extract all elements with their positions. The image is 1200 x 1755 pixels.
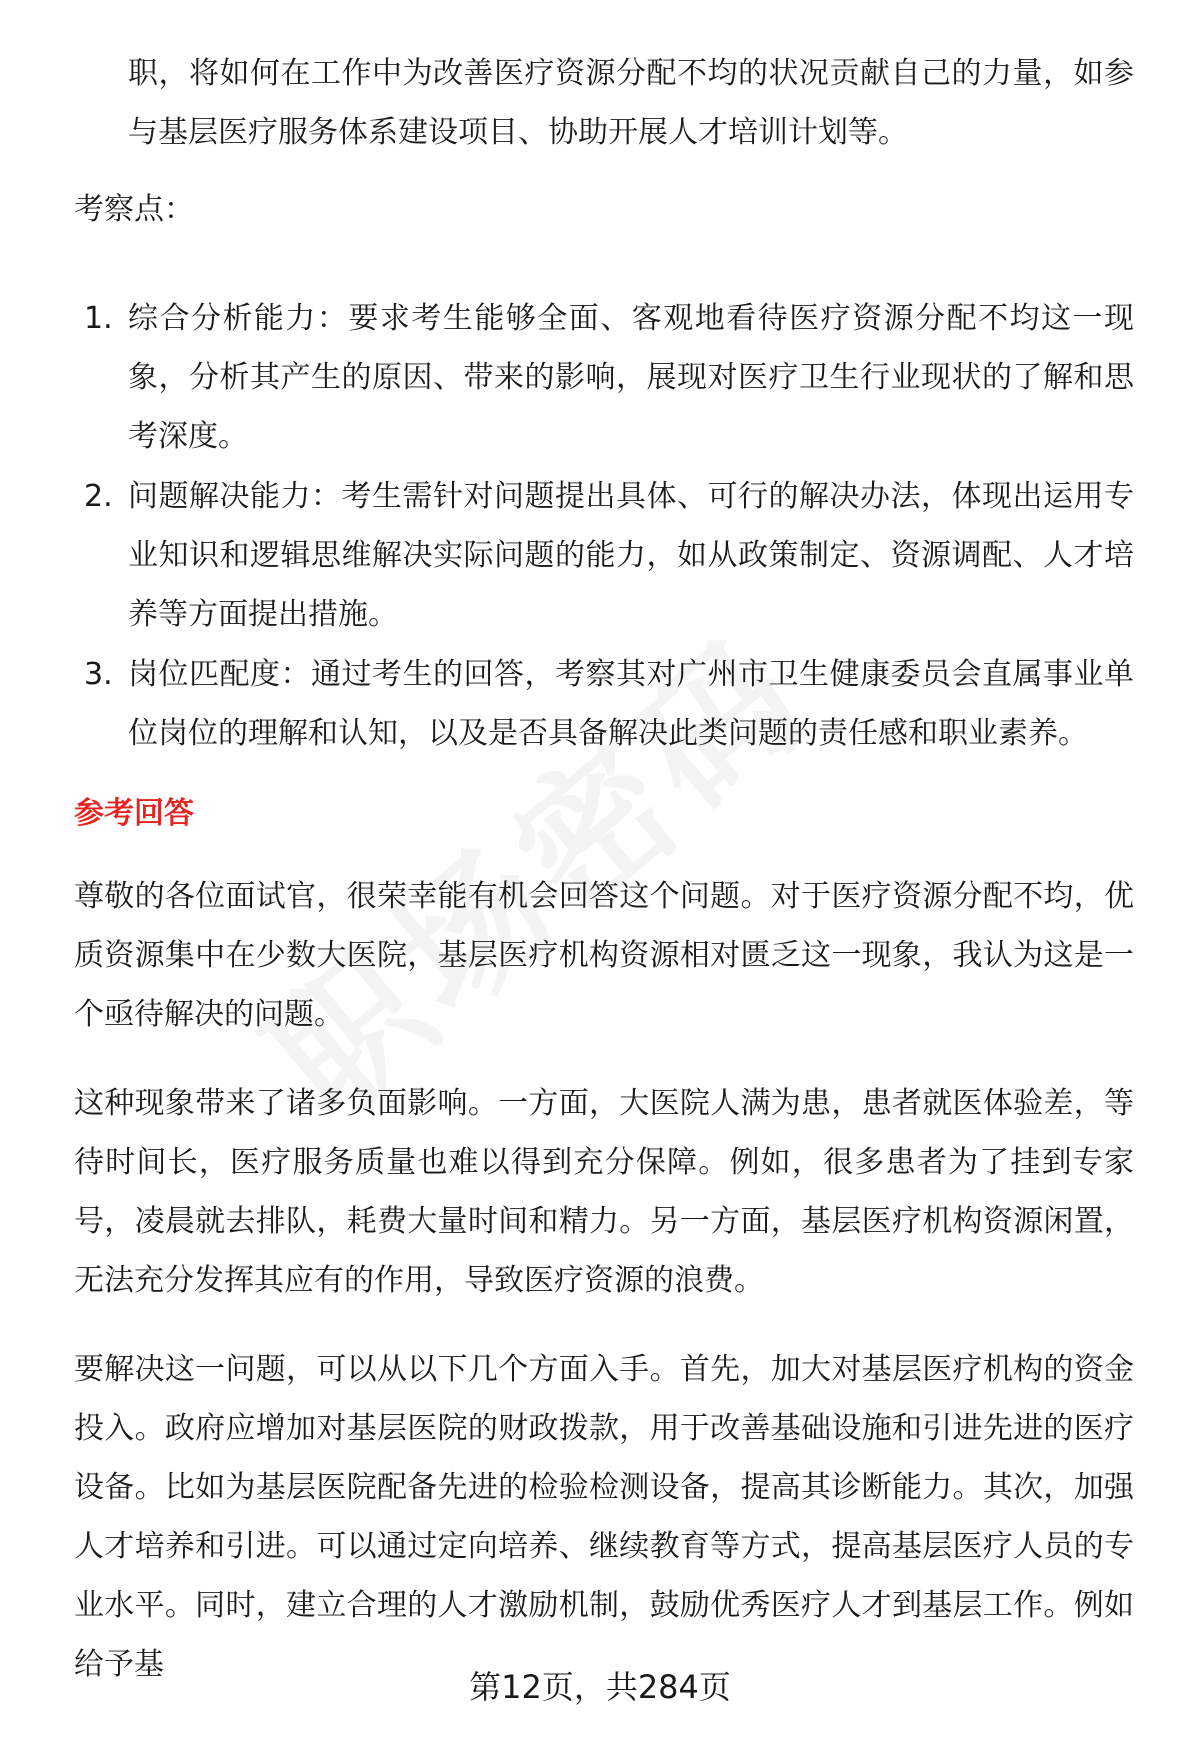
list-text: 综合分析能力：要求考生能够全面、客观地看待医疗资源分配不均这一现象，分析其产生的原因、带来的影响，展现对医疗卫生行业现状的了解和思考深度。 <box>128 301 1134 454</box>
list-number: 2. <box>84 479 113 514</box>
list-text: 岗位匹配度：通过考生的回答，考察其对广州市卫生健康委员会直属事业单位岗位的理解和认知，以及是否具备解决此类问题的责任感和职业素养。 <box>128 657 1134 751</box>
list-text: 问题解决能力：考生需针对问题提出具体、可行的解决办法，体现出运用专业知识和逻辑思维解决实际问题的能力，如从政策制定、资源调配、人才培养等方面提出措施。 <box>128 479 1134 632</box>
list-number: 3. <box>84 657 113 692</box>
assessment-label: 考察点： <box>74 192 194 227</box>
answer-paragraph-1: 尊敬的各位面试官，很荣幸能有机会回答这个问题。对于医疗资源分配不均，优质资源集中在少数大医院，基层医疗机构资源相对匮乏这一现象，我认为这是一个亟待解决的问题。 <box>74 879 1134 1032</box>
reference-answer-title: 参考回答 <box>74 796 194 831</box>
list-number: 1. <box>84 301 113 336</box>
page-number-footer: 第12页，共284页 <box>469 1668 731 1706</box>
answer-paragraph-3: 要解决这一问题，可以从以下几个方面入手。首先，加大对基层医疗机构的资金投入。政府应增加对基层医院的财政拨款，用于改善基础设施和引进先进的医疗设备。比如为基层医院配备先进的检验检测设备，提高其诊断能力。其次，加强人才培养和引进。可以通过定向培养、继续教育等方式，提高基层医疗人员的专业水平。同时，建立合理的人才激励机制，鼓励优秀医疗人才到基层工作。例如给予基 <box>74 1352 1134 1682</box>
intro-paragraph: 职，将如何在工作中为改善医疗资源分配不均的状况贡献自己的力量，如参与基层医疗服务体系建设项目、协助开展人才培训计划等。 <box>128 56 1134 150</box>
answer-paragraph-2: 这种现象带来了诸多负面影响。一方面，大医院人满为患，患者就医体验差，等待时间长，医疗服务质量也难以得到充分保障。例如，很多患者为了挂到专家号，凌晨就去排队，耗费大量时间和精力。另一方面，基层医疗机构资源闲置，无法充分发挥其应有的作用，导致医疗资源的浪费。 <box>74 1086 1134 1298</box>
